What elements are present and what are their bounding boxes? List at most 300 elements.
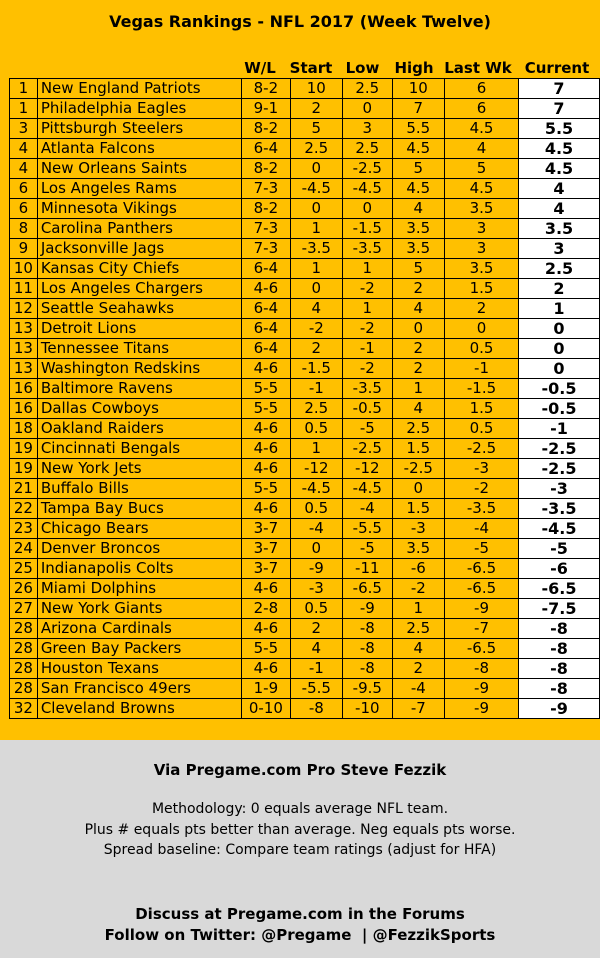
team-name-cell: Pittsburgh Steelers <box>37 119 241 139</box>
last-week-cell: 4.5 <box>445 119 519 139</box>
last-week-cell: -2.5 <box>445 439 519 459</box>
low-cell: -2 <box>343 279 393 299</box>
current-cell: -9 <box>519 699 600 719</box>
low-cell: -9.5 <box>343 679 393 699</box>
last-week-cell: 3.5 <box>445 199 519 219</box>
methodology-line-2: Plus # equals pts better than average. Neg equals pts worse. <box>84 822 516 838</box>
high-cell: 1 <box>392 379 444 399</box>
high-cell: 2 <box>392 279 444 299</box>
start-cell: 2 <box>290 619 342 639</box>
last-week-cell: -5 <box>445 539 519 559</box>
win-loss-cell: 5-5 <box>242 379 290 399</box>
start-cell: 1 <box>290 219 342 239</box>
current-cell: 4 <box>519 179 600 199</box>
low-cell: -12 <box>343 459 393 479</box>
last-week-cell: 3.5 <box>445 259 519 279</box>
win-loss-cell: 7-3 <box>242 239 290 259</box>
current-cell: 4.5 <box>519 139 600 159</box>
table-row <box>10 579 600 599</box>
last-week-cell: 0.5 <box>445 419 519 439</box>
low-cell: -8 <box>343 619 393 639</box>
rank-cell: 10 <box>10 259 38 279</box>
table-row <box>10 539 600 559</box>
win-loss-cell: 3-7 <box>242 519 290 539</box>
last-week-cell: -8 <box>445 659 519 679</box>
high-cell: 7 <box>392 99 444 119</box>
high-cell: 4 <box>392 639 444 659</box>
team-name-cell: New England Patriots <box>37 79 241 99</box>
high-cell: 10 <box>392 79 444 99</box>
start-cell: 4 <box>290 299 342 319</box>
rank-cell: 25 <box>10 559 38 579</box>
table-row <box>10 459 600 479</box>
table-row <box>10 479 600 499</box>
start-cell: -3 <box>290 579 342 599</box>
rank-cell: 28 <box>10 639 38 659</box>
last-week-cell: -9 <box>445 599 519 619</box>
start-cell: -1 <box>290 659 342 679</box>
low-cell: 0 <box>343 99 393 119</box>
start-cell: 0.5 <box>290 419 342 439</box>
table-row <box>10 119 600 139</box>
current-cell: 2.5 <box>519 259 600 279</box>
current-cell: -2.5 <box>519 439 600 459</box>
start-cell: 0.5 <box>290 499 342 519</box>
table-row <box>10 159 600 179</box>
rank-cell: 24 <box>10 539 38 559</box>
team-name-cell: Chicago Bears <box>37 519 241 539</box>
start-cell: -3.5 <box>290 239 342 259</box>
start-cell: 0 <box>290 279 342 299</box>
last-week-cell: 1.5 <box>445 279 519 299</box>
methodology-line-3: Spread baseline: Compare team ratings (adjust for HFA) <box>103 842 497 858</box>
current-cell: -5 <box>519 539 600 559</box>
start-cell: -8 <box>290 699 342 719</box>
current-cell: -8 <box>519 659 600 679</box>
table-row <box>10 419 600 439</box>
rank-cell: 9 <box>10 239 38 259</box>
rank-cell: 19 <box>10 439 38 459</box>
page-title: Vegas Rankings - NFL 2017 (Week Twelve) <box>109 12 491 31</box>
start-cell: 0 <box>290 159 342 179</box>
start-cell: -9 <box>290 559 342 579</box>
win-loss-cell: 4-6 <box>242 279 290 299</box>
start-cell: -1.5 <box>290 359 342 379</box>
current-cell: -7.5 <box>519 599 600 619</box>
rank-cell: 18 <box>10 419 38 439</box>
current-cell: 0 <box>519 359 600 379</box>
table-row <box>10 379 600 399</box>
methodology-line-1: Methodology: 0 equals average NFL team. <box>151 801 449 817</box>
high-cell: 0 <box>392 479 444 499</box>
rank-cell: 28 <box>10 619 38 639</box>
rank-cell: 27 <box>10 599 38 619</box>
rank-cell: 16 <box>10 399 38 419</box>
current-cell: -4.5 <box>519 519 600 539</box>
current-cell: 7 <box>519 99 600 119</box>
table-row <box>10 139 600 159</box>
team-name-cell: Miami Dolphins <box>37 579 241 599</box>
start-cell: 0 <box>290 539 342 559</box>
current-cell: 7 <box>519 79 600 99</box>
team-name-cell: Los Angeles Chargers <box>37 279 241 299</box>
table-row <box>10 619 600 639</box>
team-name-cell: Minnesota Vikings <box>37 199 241 219</box>
team-name-cell: New Orleans Saints <box>37 159 241 179</box>
table-row <box>10 99 600 119</box>
high-cell: 5 <box>392 259 444 279</box>
last-week-cell: 5 <box>445 159 519 179</box>
last-week-cell: -7 <box>445 619 519 639</box>
win-loss-cell: 4-6 <box>242 439 290 459</box>
win-loss-cell: 7-3 <box>242 219 290 239</box>
low-cell: 0 <box>343 199 393 219</box>
rank-cell: 12 <box>10 299 38 319</box>
win-loss-cell: 5-5 <box>242 639 290 659</box>
low-cell: -5 <box>343 539 393 559</box>
high-cell: 1 <box>392 599 444 619</box>
team-name-cell: Cincinnati Bengals <box>37 439 241 459</box>
follow-line: Follow on Twitter: @Pregame | @FezzikSports <box>104 926 496 944</box>
low-cell: -2 <box>343 319 393 339</box>
win-loss-cell: 9-1 <box>242 99 290 119</box>
win-loss-cell: 6-4 <box>242 299 290 319</box>
team-name-cell: Houston Texans <box>37 659 241 679</box>
start-cell: -4 <box>290 519 342 539</box>
rank-cell: 4 <box>10 159 38 179</box>
win-loss-cell: 6-4 <box>242 259 290 279</box>
team-name-cell: Oakland Raiders <box>37 419 241 439</box>
low-cell: -1 <box>343 339 393 359</box>
team-name-cell: San Francisco 49ers <box>37 679 241 699</box>
win-loss-cell: 4-6 <box>242 459 290 479</box>
rank-cell: 28 <box>10 679 38 699</box>
start-cell: 2.5 <box>290 139 342 159</box>
start-cell: 0.5 <box>290 599 342 619</box>
table-row <box>10 259 600 279</box>
win-loss-cell: 4-6 <box>242 359 290 379</box>
team-name-cell: Denver Broncos <box>37 539 241 559</box>
low-cell: -5.5 <box>343 519 393 539</box>
last-week-cell: -2 <box>445 479 519 499</box>
high-cell: 4 <box>392 299 444 319</box>
high-cell: 2 <box>392 339 444 359</box>
current-cell: -2.5 <box>519 459 600 479</box>
low-cell: -4.5 <box>343 479 393 499</box>
team-name-cell: Washington Redskins <box>37 359 241 379</box>
high-cell: 4 <box>392 199 444 219</box>
start-cell: 2 <box>290 99 342 119</box>
table-row <box>10 299 600 319</box>
high-cell: -2.5 <box>392 459 444 479</box>
rank-cell: 21 <box>10 479 38 499</box>
team-name-cell: Detroit Lions <box>37 319 241 339</box>
current-cell: -6 <box>519 559 600 579</box>
team-name-cell: Baltimore Ravens <box>37 379 241 399</box>
team-name-cell: New York Jets <box>37 459 241 479</box>
team-name-cell: Jacksonville Jags <box>37 239 241 259</box>
team-name-cell: Arizona Cardinals <box>37 619 241 639</box>
start-cell: 4 <box>290 639 342 659</box>
rank-cell: 1 <box>10 79 38 99</box>
low-cell: 1 <box>343 299 393 319</box>
start-cell: 1 <box>290 259 342 279</box>
team-name-cell: Cleveland Browns <box>37 699 241 719</box>
low-cell: -1.5 <box>343 219 393 239</box>
start-cell: -4.5 <box>290 179 342 199</box>
rank-cell: 28 <box>10 659 38 679</box>
discuss-line: Discuss at Pregame.com in the Forums <box>135 905 465 923</box>
win-loss-cell: 3-7 <box>242 559 290 579</box>
win-loss-cell: 8-2 <box>242 79 290 99</box>
win-loss-cell: 8-2 <box>242 119 290 139</box>
start-cell: -5.5 <box>290 679 342 699</box>
table-row <box>10 519 600 539</box>
high-cell: 0 <box>392 319 444 339</box>
current-cell: -1 <box>519 419 600 439</box>
low-cell: -9 <box>343 599 393 619</box>
high-cell: -6 <box>392 559 444 579</box>
header-start: Start <box>289 59 333 77</box>
low-cell: 1 <box>343 259 393 279</box>
last-week-cell: -4 <box>445 519 519 539</box>
current-cell: 3.5 <box>519 219 600 239</box>
table-row <box>10 339 600 359</box>
start-cell: 5 <box>290 119 342 139</box>
last-week-cell: -1.5 <box>445 379 519 399</box>
rank-cell: 13 <box>10 339 38 359</box>
rank-cell: 1 <box>10 99 38 119</box>
table-row <box>10 499 600 519</box>
win-loss-cell: 3-7 <box>242 539 290 559</box>
start-cell: -12 <box>290 459 342 479</box>
rank-cell: 6 <box>10 199 38 219</box>
current-cell: -0.5 <box>519 379 600 399</box>
last-week-cell: 4.5 <box>445 179 519 199</box>
current-cell: -6.5 <box>519 579 600 599</box>
table-row <box>10 699 600 719</box>
header-low: Low <box>345 59 380 77</box>
current-cell: 3 <box>519 239 600 259</box>
win-loss-cell: 1-9 <box>242 679 290 699</box>
low-cell: -5 <box>343 419 393 439</box>
header-current: Current <box>524 59 590 77</box>
current-cell: -0.5 <box>519 399 600 419</box>
table-row <box>10 399 600 419</box>
win-loss-cell: 5-5 <box>242 479 290 499</box>
table-row <box>10 559 600 579</box>
win-loss-cell: 4-6 <box>242 659 290 679</box>
high-cell: 2 <box>392 359 444 379</box>
high-cell: 2.5 <box>392 419 444 439</box>
high-cell: 1.5 <box>392 499 444 519</box>
low-cell: -4.5 <box>343 179 393 199</box>
win-loss-cell: 4-6 <box>242 579 290 599</box>
high-cell: 1.5 <box>392 439 444 459</box>
team-name-cell: Seattle Seahawks <box>37 299 241 319</box>
high-cell: 4.5 <box>392 179 444 199</box>
last-week-cell: 3 <box>445 239 519 259</box>
table-row <box>10 219 600 239</box>
start-cell: -2 <box>290 319 342 339</box>
rank-cell: 16 <box>10 379 38 399</box>
team-name-cell: Tennessee Titans <box>37 339 241 359</box>
high-cell: 2 <box>392 659 444 679</box>
high-cell: 5.5 <box>392 119 444 139</box>
table-row <box>10 599 600 619</box>
low-cell: 2.5 <box>343 139 393 159</box>
team-name-cell: Green Bay Packers <box>37 639 241 659</box>
win-loss-cell: 4-6 <box>242 619 290 639</box>
rank-cell: 26 <box>10 579 38 599</box>
start-cell: 10 <box>290 79 342 99</box>
current-cell: -8 <box>519 619 600 639</box>
footer-panel <box>0 740 600 958</box>
win-loss-cell: 6-4 <box>242 139 290 159</box>
team-name-cell: Los Angeles Rams <box>37 179 241 199</box>
current-cell: -3 <box>519 479 600 499</box>
current-cell: -3.5 <box>519 499 600 519</box>
low-cell: -2.5 <box>343 439 393 459</box>
last-week-cell: 6 <box>445 79 519 99</box>
rank-cell: 4 <box>10 139 38 159</box>
low-cell: -3.5 <box>343 379 393 399</box>
low-cell: 2.5 <box>343 79 393 99</box>
rank-cell: 11 <box>10 279 38 299</box>
current-cell: 0 <box>519 339 600 359</box>
low-cell: -3.5 <box>343 239 393 259</box>
current-cell: 1 <box>519 299 600 319</box>
last-week-cell: -1 <box>445 359 519 379</box>
high-cell: 3.5 <box>392 539 444 559</box>
win-loss-cell: 8-2 <box>242 159 290 179</box>
low-cell: -11 <box>343 559 393 579</box>
win-loss-cell: 4-6 <box>242 419 290 439</box>
last-week-cell: -6.5 <box>445 579 519 599</box>
last-week-cell: -9 <box>445 679 519 699</box>
rank-cell: 22 <box>10 499 38 519</box>
rank-cell: 19 <box>10 459 38 479</box>
low-cell: -2 <box>343 359 393 379</box>
team-name-cell: Dallas Cowboys <box>37 399 241 419</box>
team-name-cell: Indianapolis Colts <box>37 559 241 579</box>
current-cell: 5.5 <box>519 119 600 139</box>
low-cell: -2.5 <box>343 159 393 179</box>
last-week-cell: 1.5 <box>445 399 519 419</box>
table-row <box>10 199 600 219</box>
table-row <box>10 679 600 699</box>
last-week-cell: 2 <box>445 299 519 319</box>
last-week-cell: -6.5 <box>445 639 519 659</box>
win-loss-cell: 0-10 <box>242 699 290 719</box>
low-cell: -6.5 <box>343 579 393 599</box>
header-last-wk: Last Wk <box>444 59 512 77</box>
rank-cell: 23 <box>10 519 38 539</box>
last-week-cell: -9 <box>445 699 519 719</box>
current-cell: 0 <box>519 319 600 339</box>
table-row <box>10 359 600 379</box>
table-row <box>10 639 600 659</box>
low-cell: -10 <box>343 699 393 719</box>
win-loss-cell: 4-6 <box>242 499 290 519</box>
win-loss-cell: 6-4 <box>242 319 290 339</box>
high-cell: 3.5 <box>392 219 444 239</box>
last-week-cell: -3 <box>445 459 519 479</box>
start-cell: -1 <box>290 379 342 399</box>
win-loss-cell: 8-2 <box>242 199 290 219</box>
source-credit: Via Pregame.com Pro Steve Fezzik <box>153 761 447 779</box>
header-wl: W/L <box>244 59 276 77</box>
team-name-cell: Atlanta Falcons <box>37 139 241 159</box>
rank-cell: 13 <box>10 359 38 379</box>
win-loss-cell: 2-8 <box>242 599 290 619</box>
win-loss-cell: 5-5 <box>242 399 290 419</box>
last-week-cell: 6 <box>445 99 519 119</box>
team-name-cell: Buffalo Bills <box>37 479 241 499</box>
rank-cell: 32 <box>10 699 38 719</box>
team-name-cell: Kansas City Chiefs <box>37 259 241 279</box>
win-loss-cell: 6-4 <box>242 339 290 359</box>
current-cell: -8 <box>519 639 600 659</box>
header-high: High <box>394 59 434 77</box>
table-row <box>10 439 600 459</box>
low-cell: -8 <box>343 659 393 679</box>
last-week-cell: 3 <box>445 219 519 239</box>
high-cell: 5 <box>392 159 444 179</box>
low-cell: -4 <box>343 499 393 519</box>
high-cell: -3 <box>392 519 444 539</box>
table-row <box>10 659 600 679</box>
table-row <box>10 79 600 99</box>
high-cell: -2 <box>392 579 444 599</box>
team-name-cell: New York Giants <box>37 599 241 619</box>
last-week-cell: 0.5 <box>445 339 519 359</box>
high-cell: 2.5 <box>392 619 444 639</box>
low-cell: -0.5 <box>343 399 393 419</box>
current-cell: -8 <box>519 679 600 699</box>
rank-cell: 13 <box>10 319 38 339</box>
start-cell: 2.5 <box>290 399 342 419</box>
current-cell: 4.5 <box>519 159 600 179</box>
last-week-cell: 0 <box>445 319 519 339</box>
win-loss-cell: 7-3 <box>242 179 290 199</box>
rank-cell: 6 <box>10 179 38 199</box>
rank-cell: 3 <box>10 119 38 139</box>
table-row <box>10 319 600 339</box>
high-cell: 3.5 <box>392 239 444 259</box>
start-cell: 2 <box>290 339 342 359</box>
last-week-cell: 4 <box>445 139 519 159</box>
team-name-cell: Carolina Panthers <box>37 219 241 239</box>
low-cell: -8 <box>343 639 393 659</box>
rank-cell: 8 <box>10 219 38 239</box>
high-cell: 4.5 <box>392 139 444 159</box>
rankings-table <box>9 78 600 719</box>
table-row <box>10 239 600 259</box>
current-cell: 4 <box>519 199 600 219</box>
current-cell: 2 <box>519 279 600 299</box>
table-row <box>10 179 600 199</box>
last-week-cell: -6.5 <box>445 559 519 579</box>
start-cell: -4.5 <box>290 479 342 499</box>
team-name-cell: Philadelphia Eagles <box>37 99 241 119</box>
start-cell: 0 <box>290 199 342 219</box>
low-cell: 3 <box>343 119 393 139</box>
team-name-cell: Tampa Bay Bucs <box>37 499 241 519</box>
table-row <box>10 279 600 299</box>
last-week-cell: -3.5 <box>445 499 519 519</box>
start-cell: 1 <box>290 439 342 459</box>
